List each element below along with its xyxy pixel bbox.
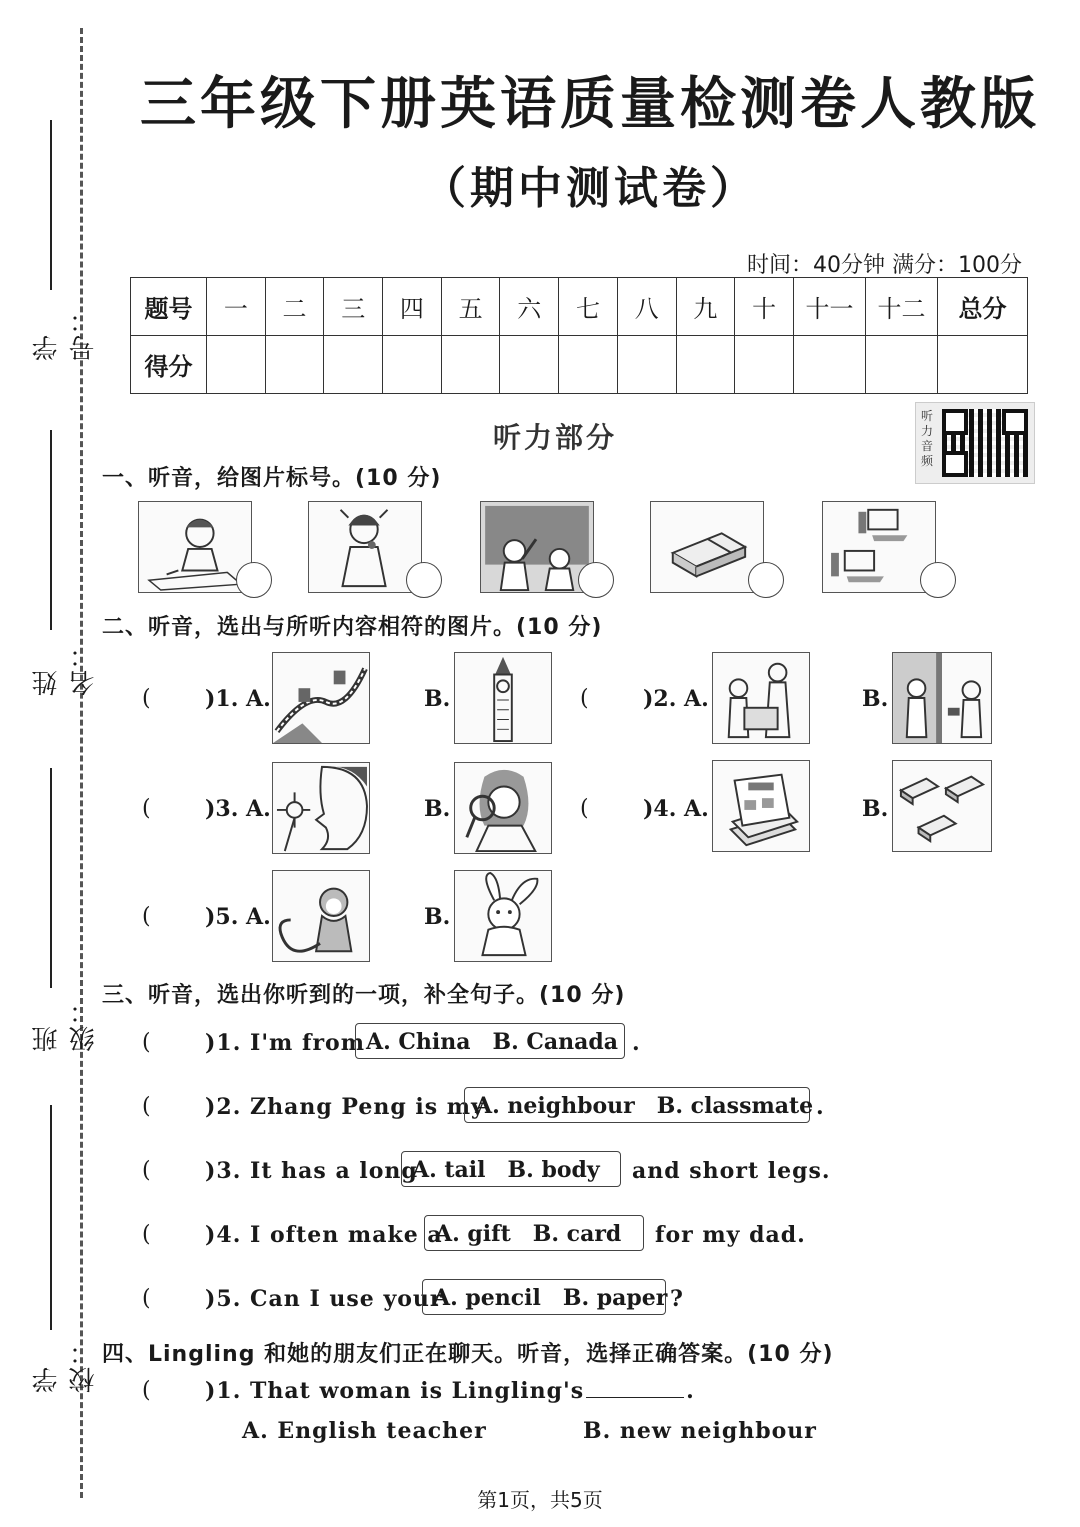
picture-great-wall — [272, 652, 370, 744]
options-box[interactable] — [401, 1151, 621, 1187]
picture-boy-drawing — [138, 501, 252, 593]
option-a[interactable]: A. English teacher — [242, 1418, 487, 1444]
question-text: )5. Can I use your — [205, 1286, 443, 1312]
table-cell: 九 — [676, 278, 735, 336]
section2-heading: 二、听音，选出与所听内容相符的图片。(10 分) — [102, 615, 603, 640]
listening-section-title: 听力部分 — [492, 421, 617, 454]
picture-people-carrying-box — [712, 652, 810, 744]
options-box[interactable] — [464, 1087, 814, 1123]
table-cell: 七 — [559, 278, 618, 336]
question-number: )4. A. — [643, 796, 709, 822]
student-name-line[interactable] — [50, 430, 52, 630]
answer-paren[interactable]: ( — [142, 1222, 151, 1247]
table-cell: 总分 — [938, 278, 1028, 336]
option-b[interactable]: B. paper — [562, 1285, 668, 1311]
answer-paren[interactable]: ( — [142, 1286, 151, 1311]
question-tail: . — [816, 1094, 825, 1120]
option-a[interactable]: A. gift — [435, 1221, 511, 1247]
class-label: 班级： — [32, 996, 99, 1052]
score-cell[interactable] — [676, 336, 735, 394]
score-cell[interactable] — [500, 336, 559, 394]
student-name-label: 姓名： — [32, 640, 99, 696]
option-b-label: B. — [424, 904, 451, 930]
table-cell: 十二 — [866, 278, 938, 336]
student-id-label: 学号： — [32, 305, 99, 361]
answer-paren[interactable]: ( — [580, 796, 589, 821]
page-subtitle: （期中测试卷） — [422, 163, 758, 214]
table-cell: 六 — [500, 278, 559, 336]
section3-heading: 三、听音，选出你听到的一项，补全句子。(10 分) — [102, 983, 626, 1008]
picture-three-erasers — [892, 760, 992, 852]
option-a[interactable]: A. tail — [412, 1157, 486, 1183]
picture-smelling-flower — [272, 762, 370, 854]
score-cell[interactable] — [938, 336, 1028, 394]
question-number: )1. A. — [205, 686, 271, 712]
option-b[interactable]: B. body — [507, 1157, 600, 1183]
option-b-label: B. — [424, 796, 451, 822]
option-b-label: B. — [862, 796, 889, 822]
score-table-header-row — [131, 278, 1028, 336]
options-box[interactable] — [422, 1279, 666, 1315]
picture-books — [712, 760, 810, 852]
qr-code-block[interactable] — [915, 402, 1035, 484]
question-tail: for my dad. — [655, 1222, 806, 1248]
table-cell: 一 — [207, 278, 266, 336]
options-box[interactable] — [355, 1023, 625, 1059]
picture-kids-at-blackboard — [480, 501, 594, 593]
answer-paren[interactable]: ( — [142, 1158, 151, 1183]
question-tail: and short legs. — [632, 1158, 831, 1184]
answer-circle[interactable] — [748, 562, 784, 598]
score-cell[interactable] — [735, 336, 794, 394]
table-cell: 十 — [735, 278, 794, 336]
answer-paren[interactable]: ( — [142, 1030, 151, 1055]
table-cell: 题号 — [131, 278, 207, 336]
table-cell: 五 — [441, 278, 500, 336]
option-a[interactable]: A. pencil — [433, 1285, 541, 1311]
picture-big-ben — [454, 652, 552, 744]
table-cell: 三 — [324, 278, 383, 336]
question-stem: )1. That woman is Lingling's — [205, 1378, 585, 1404]
table-cell: 八 — [617, 278, 676, 336]
score-table — [130, 277, 1028, 394]
table-cell: 四 — [383, 278, 442, 336]
qr-label: 听力音频 — [921, 409, 934, 468]
page-footer: 第1页，共5页 — [477, 1488, 603, 1512]
option-a[interactable]: A. neighbour — [475, 1093, 635, 1119]
picture-eraser — [650, 501, 764, 593]
picture-girl-eating — [308, 501, 422, 593]
class-line[interactable] — [50, 768, 52, 988]
section4-heading: 四、Lingling 和她的朋友们正在聊天。听音，选择正确答案。(10 分) — [102, 1342, 834, 1367]
score-cell[interactable] — [441, 336, 500, 394]
score-cell[interactable] — [794, 336, 866, 394]
question-number: )5. A. — [205, 904, 271, 930]
answer-circle[interactable] — [236, 562, 272, 598]
answer-paren[interactable]: ( — [142, 1378, 151, 1403]
question-number: )2. A. — [643, 686, 709, 712]
time-score-info: 时间：40分钟 满分：100分 — [747, 253, 1022, 278]
answer-circle[interactable] — [920, 562, 956, 598]
binding-dashed-line — [80, 28, 83, 1498]
answer-circle[interactable] — [406, 562, 442, 598]
option-b-label: B. — [424, 686, 451, 712]
answer-blank[interactable] — [586, 1397, 684, 1398]
answer-paren[interactable]: ( — [142, 904, 151, 929]
picture-computers — [822, 501, 936, 593]
question-number: )3. A. — [205, 796, 271, 822]
table-cell: 二 — [265, 278, 324, 336]
table-cell: 得分 — [131, 336, 207, 394]
question-tail: . — [632, 1030, 641, 1056]
picture-boy-gives-gift — [892, 652, 992, 744]
option-b[interactable]: B. new neighbour — [583, 1418, 817, 1444]
school-label: 学校： — [32, 1337, 99, 1393]
score-cell[interactable] — [559, 336, 618, 394]
option-b[interactable]: B. card — [532, 1221, 622, 1247]
picture-monkey — [272, 870, 370, 962]
picture-girl-magnifier — [454, 762, 552, 854]
option-b[interactable]: B. classmate — [656, 1093, 814, 1119]
score-cell[interactable] — [265, 336, 324, 394]
score-table-score-row — [131, 336, 1028, 394]
answer-paren[interactable]: ( — [142, 796, 151, 821]
table-cell: 十一 — [794, 278, 866, 336]
option-b-label: B. — [862, 686, 889, 712]
question-text: )4. I often make a — [205, 1222, 443, 1248]
options-box[interactable] — [424, 1215, 644, 1251]
student-id-line[interactable] — [50, 120, 52, 290]
question-text: )1. I'm from — [205, 1030, 366, 1056]
qr-code-icon — [942, 409, 1028, 477]
school-line[interactable] — [50, 1105, 52, 1330]
question-text: )3. It has a long — [205, 1158, 418, 1184]
score-cell[interactable] — [383, 336, 442, 394]
score-cell[interactable] — [617, 336, 676, 394]
option-a[interactable]: A. China — [366, 1029, 471, 1055]
score-cell[interactable] — [207, 336, 266, 394]
option-b[interactable]: B. Canada — [492, 1029, 619, 1055]
score-cell[interactable] — [866, 336, 938, 394]
section1-heading: 一、听音，给图片标号。(10 分) — [102, 466, 442, 491]
answer-paren[interactable]: ( — [142, 686, 151, 711]
question-tail: . — [686, 1378, 695, 1404]
answer-circle[interactable] — [578, 562, 614, 598]
question-tail: ? — [670, 1286, 684, 1312]
question-text: )2. Zhang Peng is my — [205, 1094, 485, 1120]
question-text — [205, 1378, 695, 1404]
page-title: 三年级下册英语质量检测卷人教版 — [140, 72, 1040, 137]
score-cell[interactable] — [324, 336, 383, 394]
answer-paren[interactable]: ( — [580, 686, 589, 711]
answer-paren[interactable]: ( — [142, 1094, 151, 1119]
picture-rabbit — [454, 870, 552, 962]
